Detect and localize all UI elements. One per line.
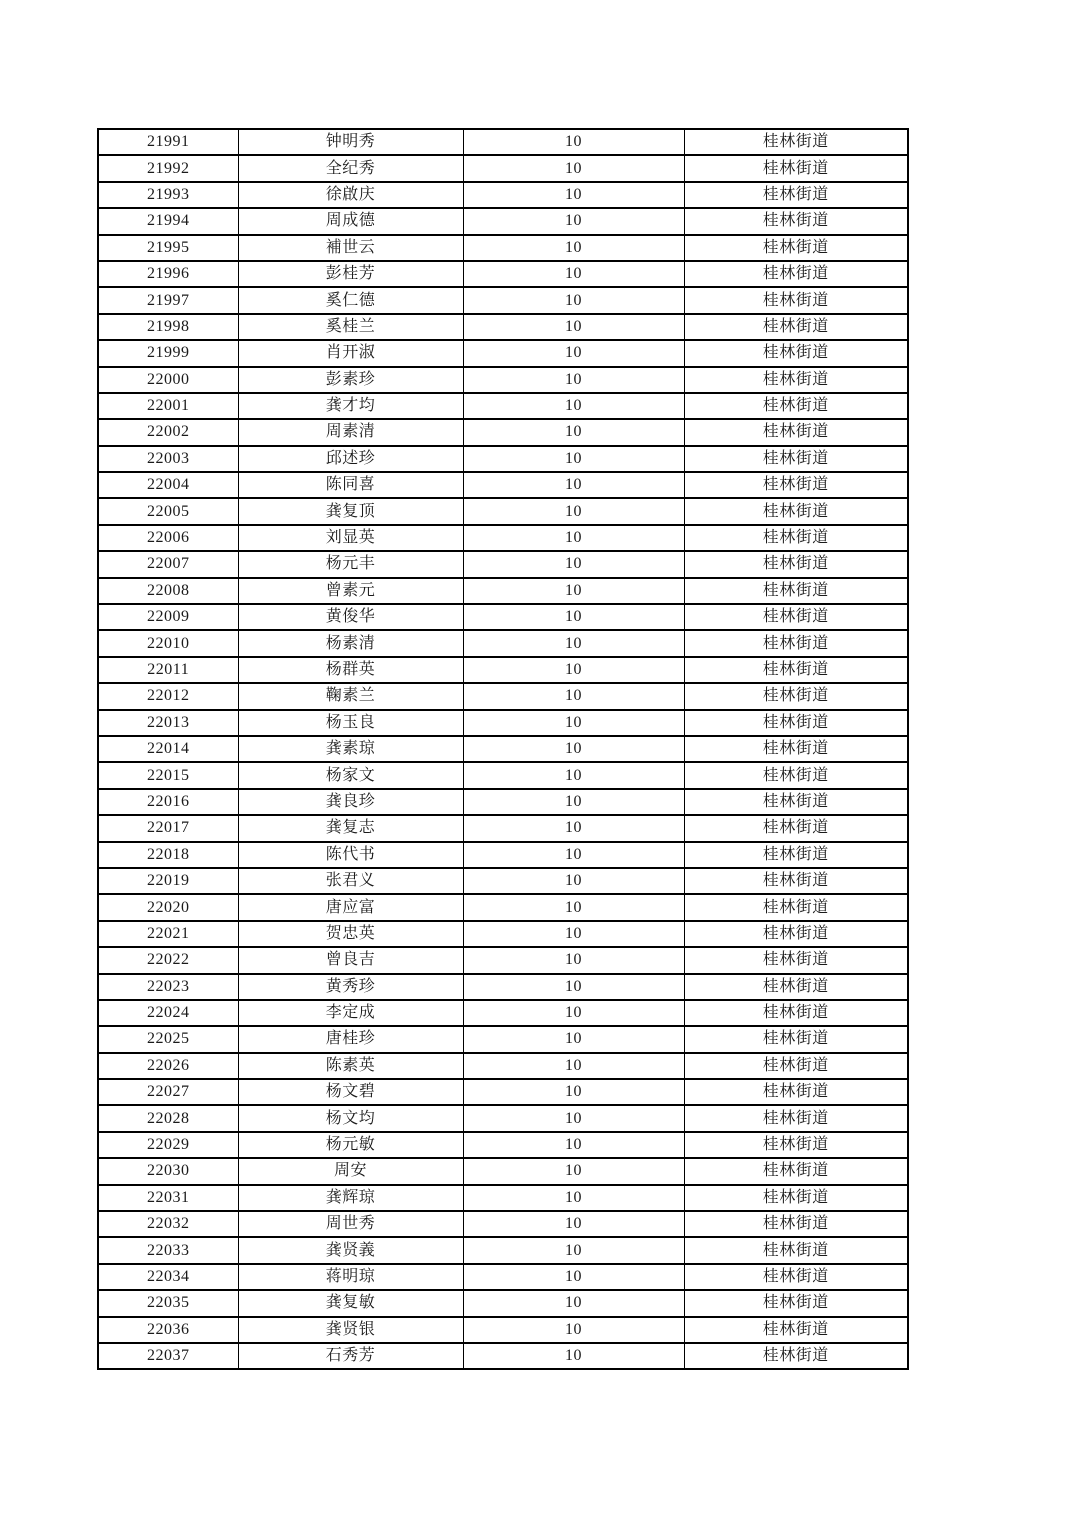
- cell-amount: 10: [463, 683, 684, 709]
- cell-serial-number: 22029: [98, 1132, 238, 1158]
- cell-person-name: 黄秀珍: [238, 974, 463, 1000]
- cell-amount: 10: [463, 604, 684, 630]
- cell-district: 桂林街道: [684, 551, 908, 577]
- cell-district: 桂林街道: [684, 1158, 908, 1184]
- cell-serial-number: 22027: [98, 1079, 238, 1105]
- cell-district: 桂林街道: [684, 393, 908, 419]
- cell-amount: 10: [463, 1317, 684, 1343]
- cell-amount: 10: [463, 1105, 684, 1131]
- cell-person-name: 奚仁德: [238, 287, 463, 313]
- cell-person-name: 李定成: [238, 1000, 463, 1026]
- table-row: [98, 974, 908, 1000]
- cell-district: 桂林街道: [684, 947, 908, 973]
- roster-table-body: [98, 129, 908, 1369]
- cell-district: 桂林街道: [684, 1000, 908, 1026]
- table-row: [98, 314, 908, 340]
- table-row: [98, 261, 908, 287]
- cell-amount: 10: [463, 208, 684, 234]
- cell-amount: 10: [463, 419, 684, 445]
- cell-serial-number: 22026: [98, 1053, 238, 1079]
- cell-serial-number: 22017: [98, 815, 238, 841]
- cell-serial-number: 22034: [98, 1264, 238, 1290]
- cell-serial-number: 22036: [98, 1317, 238, 1343]
- table-row: [98, 762, 908, 788]
- cell-amount: 10: [463, 789, 684, 815]
- cell-serial-number: 22031: [98, 1185, 238, 1211]
- table-row: [98, 472, 908, 498]
- cell-amount: 10: [463, 894, 684, 920]
- cell-person-name: 杨群英: [238, 657, 463, 683]
- cell-person-name: 龚复顶: [238, 498, 463, 524]
- cell-serial-number: 22025: [98, 1026, 238, 1052]
- cell-person-name: 钟明秀: [238, 129, 463, 155]
- cell-amount: 10: [463, 393, 684, 419]
- cell-serial-number: 22011: [98, 657, 238, 683]
- cell-district: 桂林街道: [684, 182, 908, 208]
- cell-serial-number: 22003: [98, 446, 238, 472]
- table-row: [98, 340, 908, 366]
- cell-amount: 10: [463, 815, 684, 841]
- table-row: [98, 1264, 908, 1290]
- cell-district: 桂林街道: [684, 842, 908, 868]
- cell-amount: 10: [463, 578, 684, 604]
- cell-serial-number: 21997: [98, 287, 238, 313]
- cell-amount: 10: [463, 1211, 684, 1237]
- cell-person-name: 補世云: [238, 235, 463, 261]
- cell-district: 桂林街道: [684, 261, 908, 287]
- cell-district: 桂林街道: [684, 1264, 908, 1290]
- cell-serial-number: 21994: [98, 208, 238, 234]
- table-row: [98, 551, 908, 577]
- cell-district: 桂林街道: [684, 1290, 908, 1316]
- table-row: [98, 683, 908, 709]
- cell-serial-number: 21996: [98, 261, 238, 287]
- table-row: [98, 208, 908, 234]
- cell-amount: 10: [463, 1185, 684, 1211]
- cell-amount: 10: [463, 287, 684, 313]
- cell-serial-number: 22015: [98, 762, 238, 788]
- cell-district: 桂林街道: [684, 208, 908, 234]
- cell-person-name: 蒋明琼: [238, 1264, 463, 1290]
- table-row: [98, 419, 908, 445]
- cell-person-name: 陈素英: [238, 1053, 463, 1079]
- cell-person-name: 杨元丰: [238, 551, 463, 577]
- cell-serial-number: 22006: [98, 525, 238, 551]
- cell-serial-number: 21998: [98, 314, 238, 340]
- cell-serial-number: 22014: [98, 736, 238, 762]
- cell-serial-number: 22033: [98, 1237, 238, 1263]
- cell-person-name: 周安: [238, 1158, 463, 1184]
- cell-person-name: 龚辉琼: [238, 1185, 463, 1211]
- cell-person-name: 杨家文: [238, 762, 463, 788]
- table-row: [98, 1290, 908, 1316]
- cell-serial-number: 22024: [98, 1000, 238, 1026]
- cell-amount: 10: [463, 1290, 684, 1316]
- cell-district: 桂林街道: [684, 1185, 908, 1211]
- table-row: [98, 393, 908, 419]
- cell-serial-number: 22019: [98, 868, 238, 894]
- cell-serial-number: 22021: [98, 921, 238, 947]
- cell-amount: 10: [463, 1079, 684, 1105]
- cell-district: 桂林街道: [684, 604, 908, 630]
- cell-district: 桂林街道: [684, 683, 908, 709]
- cell-serial-number: 22037: [98, 1343, 238, 1369]
- cell-district: 桂林街道: [684, 340, 908, 366]
- cell-amount: 10: [463, 498, 684, 524]
- cell-person-name: 张君义: [238, 868, 463, 894]
- table-row: [98, 1211, 908, 1237]
- cell-serial-number: 22023: [98, 974, 238, 1000]
- cell-serial-number: 22009: [98, 604, 238, 630]
- table-row: [98, 1237, 908, 1263]
- cell-amount: 10: [463, 1237, 684, 1263]
- table-row: [98, 947, 908, 973]
- cell-person-name: 贺忠英: [238, 921, 463, 947]
- cell-serial-number: 21992: [98, 155, 238, 181]
- table-row: [98, 868, 908, 894]
- cell-district: 桂林街道: [684, 367, 908, 393]
- cell-district: 桂林街道: [684, 1132, 908, 1158]
- cell-district: 桂林街道: [684, 1343, 908, 1369]
- cell-serial-number: 22032: [98, 1211, 238, 1237]
- cell-district: 桂林街道: [684, 1317, 908, 1343]
- cell-person-name: 曾素元: [238, 578, 463, 604]
- cell-amount: 10: [463, 182, 684, 208]
- cell-district: 桂林街道: [684, 446, 908, 472]
- cell-person-name: 曾良吉: [238, 947, 463, 973]
- cell-serial-number: 22018: [98, 842, 238, 868]
- cell-amount: 10: [463, 1264, 684, 1290]
- cell-serial-number: 21995: [98, 235, 238, 261]
- cell-amount: 10: [463, 1026, 684, 1052]
- cell-person-name: 杨玉良: [238, 710, 463, 736]
- cell-serial-number: 22020: [98, 894, 238, 920]
- cell-district: 桂林街道: [684, 155, 908, 181]
- cell-serial-number: 22007: [98, 551, 238, 577]
- table-row: [98, 182, 908, 208]
- cell-serial-number: 22001: [98, 393, 238, 419]
- cell-amount: 10: [463, 947, 684, 973]
- table-row: [98, 921, 908, 947]
- table-row: [98, 1053, 908, 1079]
- cell-serial-number: 22030: [98, 1158, 238, 1184]
- cell-district: 桂林街道: [684, 1053, 908, 1079]
- table-row: [98, 498, 908, 524]
- table-row: [98, 710, 908, 736]
- cell-amount: 10: [463, 657, 684, 683]
- cell-serial-number: 22035: [98, 1290, 238, 1316]
- cell-person-name: 奚桂兰: [238, 314, 463, 340]
- cell-district: 桂林街道: [684, 868, 908, 894]
- cell-person-name: 黄俊华: [238, 604, 463, 630]
- cell-person-name: 杨文均: [238, 1105, 463, 1131]
- cell-district: 桂林街道: [684, 1079, 908, 1105]
- table-row: [98, 894, 908, 920]
- cell-person-name: 杨元敏: [238, 1132, 463, 1158]
- cell-person-name: 陈同喜: [238, 472, 463, 498]
- cell-person-name: 周素清: [238, 419, 463, 445]
- cell-person-name: 石秀芳: [238, 1343, 463, 1369]
- cell-amount: 10: [463, 235, 684, 261]
- cell-district: 桂林街道: [684, 235, 908, 261]
- table-row: [98, 842, 908, 868]
- cell-person-name: 彭素珍: [238, 367, 463, 393]
- cell-person-name: 龚复志: [238, 815, 463, 841]
- table-row: [98, 235, 908, 261]
- cell-person-name: 龚素琼: [238, 736, 463, 762]
- table-row: [98, 1317, 908, 1343]
- cell-serial-number: 22016: [98, 789, 238, 815]
- table-row: [98, 129, 908, 155]
- cell-district: 桂林街道: [684, 1211, 908, 1237]
- table-row: [98, 155, 908, 181]
- table-row: [98, 604, 908, 630]
- table-row: [98, 1343, 908, 1369]
- cell-amount: 10: [463, 1053, 684, 1079]
- cell-person-name: 龚复敏: [238, 1290, 463, 1316]
- cell-amount: 10: [463, 129, 684, 155]
- cell-amount: 10: [463, 551, 684, 577]
- cell-person-name: 刘显英: [238, 525, 463, 551]
- cell-person-name: 唐应富: [238, 894, 463, 920]
- table-row: [98, 1026, 908, 1052]
- table-row: [98, 1000, 908, 1026]
- cell-person-name: 肖开淑: [238, 340, 463, 366]
- cell-serial-number: 22013: [98, 710, 238, 736]
- cell-amount: 10: [463, 472, 684, 498]
- cell-district: 桂林街道: [684, 472, 908, 498]
- cell-amount: 10: [463, 630, 684, 656]
- cell-serial-number: 22022: [98, 947, 238, 973]
- cell-amount: 10: [463, 525, 684, 551]
- cell-serial-number: 21999: [98, 340, 238, 366]
- cell-district: 桂林街道: [684, 578, 908, 604]
- table-row: [98, 525, 908, 551]
- cell-serial-number: 22028: [98, 1105, 238, 1131]
- cell-district: 桂林街道: [684, 894, 908, 920]
- cell-district: 桂林街道: [684, 525, 908, 551]
- cell-amount: 10: [463, 340, 684, 366]
- cell-person-name: 全纪秀: [238, 155, 463, 181]
- table-row: [98, 287, 908, 313]
- cell-person-name: 龚良珍: [238, 789, 463, 815]
- table-row: [98, 1185, 908, 1211]
- cell-person-name: 陈代书: [238, 842, 463, 868]
- cell-amount: 10: [463, 1132, 684, 1158]
- cell-person-name: 周成德: [238, 208, 463, 234]
- cell-serial-number: 21991: [98, 129, 238, 155]
- cell-serial-number: 22005: [98, 498, 238, 524]
- cell-person-name: 徐啟庆: [238, 182, 463, 208]
- cell-serial-number: 21993: [98, 182, 238, 208]
- table-row: [98, 367, 908, 393]
- cell-amount: 10: [463, 155, 684, 181]
- cell-amount: 10: [463, 446, 684, 472]
- roster-table: [97, 128, 909, 1370]
- cell-person-name: 龚贤银: [238, 1317, 463, 1343]
- cell-amount: 10: [463, 1158, 684, 1184]
- table-row: [98, 789, 908, 815]
- cell-district: 桂林街道: [684, 419, 908, 445]
- cell-person-name: 邱述珍: [238, 446, 463, 472]
- cell-district: 桂林街道: [684, 657, 908, 683]
- cell-district: 桂林街道: [684, 710, 908, 736]
- table-row: [98, 657, 908, 683]
- cell-amount: 10: [463, 762, 684, 788]
- cell-district: 桂林街道: [684, 129, 908, 155]
- table-row: [98, 578, 908, 604]
- cell-district: 桂林街道: [684, 815, 908, 841]
- cell-serial-number: 22012: [98, 683, 238, 709]
- cell-amount: 10: [463, 1343, 684, 1369]
- cell-district: 桂林街道: [684, 314, 908, 340]
- cell-amount: 10: [463, 261, 684, 287]
- cell-person-name: 周世秀: [238, 1211, 463, 1237]
- cell-amount: 10: [463, 921, 684, 947]
- cell-serial-number: 22008: [98, 578, 238, 604]
- table-row: [98, 1158, 908, 1184]
- cell-serial-number: 22002: [98, 419, 238, 445]
- table-row: [98, 1079, 908, 1105]
- cell-amount: 10: [463, 314, 684, 340]
- cell-district: 桂林街道: [684, 1105, 908, 1131]
- table-row: [98, 1105, 908, 1131]
- cell-amount: 10: [463, 842, 684, 868]
- cell-amount: 10: [463, 367, 684, 393]
- cell-district: 桂林街道: [684, 762, 908, 788]
- table-row: [98, 736, 908, 762]
- cell-serial-number: 22004: [98, 472, 238, 498]
- cell-person-name: 龚才均: [238, 393, 463, 419]
- cell-district: 桂林街道: [684, 287, 908, 313]
- cell-district: 桂林街道: [684, 974, 908, 1000]
- cell-district: 桂林街道: [684, 736, 908, 762]
- cell-amount: 10: [463, 710, 684, 736]
- cell-district: 桂林街道: [684, 630, 908, 656]
- cell-amount: 10: [463, 868, 684, 894]
- cell-amount: 10: [463, 1000, 684, 1026]
- cell-district: 桂林街道: [684, 1237, 908, 1263]
- cell-serial-number: 22010: [98, 630, 238, 656]
- cell-amount: 10: [463, 974, 684, 1000]
- cell-serial-number: 22000: [98, 367, 238, 393]
- cell-amount: 10: [463, 736, 684, 762]
- cell-district: 桂林街道: [684, 1026, 908, 1052]
- cell-person-name: 杨文碧: [238, 1079, 463, 1105]
- cell-district: 桂林街道: [684, 498, 908, 524]
- cell-person-name: 龚贤義: [238, 1237, 463, 1263]
- table-row: [98, 630, 908, 656]
- cell-district: 桂林街道: [684, 789, 908, 815]
- table-row: [98, 1132, 908, 1158]
- cell-person-name: 彭桂芳: [238, 261, 463, 287]
- table-row: [98, 446, 908, 472]
- cell-person-name: 鞠素兰: [238, 683, 463, 709]
- table-row: [98, 815, 908, 841]
- cell-person-name: 唐桂珍: [238, 1026, 463, 1052]
- cell-person-name: 杨素清: [238, 630, 463, 656]
- cell-district: 桂林街道: [684, 921, 908, 947]
